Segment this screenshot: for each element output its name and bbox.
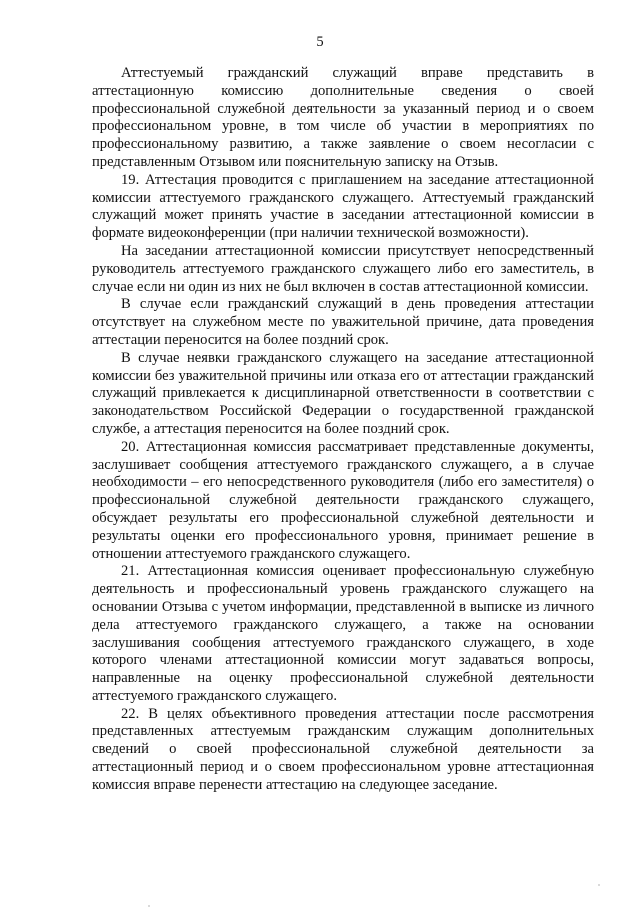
paragraph-additional-info: Аттестуемый гражданский служащий вправе представить в аттестационную комиссию дополнительные сведения о своей профессиональной служебной деятельности за указанный период и о своем профессиональном уровне, в том числе об участии в мероприятиях по профессиональному развитию, а также заявление о своем несогласии с представленным Отзывом или пояснительную записку на Отзыв. xyxy=(92,65,594,170)
document-body xyxy=(92,65,594,795)
paragraph-no-show: В случае неявки гражданского служащего на заседание аттестационной комиссии без уважительной причины или отказа его от аттестации гражданский служащий привлекается к дисциплинарной ответственности в соответствии с законодательством Российской Федерации о государственной гражданской службе, а аттестация переносится на более поздний срок. xyxy=(92,349,594,437)
paragraph-21: 21. Аттестационная комиссия оценивает профессиональную служебную деятельность и профессиональный уровень гражданского служащего на основании Отзыва с учетом информации, представленной в выписке из личного дела аттестуемого гражданского служащего, а также на основании заслушивания сообщения аттестуемого гражданского служащего, в ходе которого членами аттестационной комиссии могут задаваться вопросы, направленные на оценку профессиональной служебной деятельности аттестуемого гражданского служащего. xyxy=(92,563,594,704)
paragraph-absence-valid-reason: В случае если гражданский служащий в день проведения аттестации отсутствует на служебном месте по уважительной причине, дата проведения аттестации переносится на более поздний срок. xyxy=(92,296,594,348)
paragraph-supervisor-presence: На заседании аттестационной комиссии присутствует непосредственный руководитель аттестуемого гражданского служащего либо его заместитель, в случае если ни один из них не был включен в состав аттестационной комиссии. xyxy=(92,242,594,295)
page-number: 5 xyxy=(316,34,324,50)
paragraph-20: 20. Аттестационная комиссия рассматривает представленные документы, заслушивает сообщения аттестуемого гражданского служащего, а в случае необходимости – его непосредственного руководителя (либо его заместителя) о профессиональной служебной деятельности гражданского служащего, обсуждает результаты его профессиональной служебной деятельности и результаты оценки его профессионального уровня, принимает решение в отношении аттестуемого гражданского служащего. xyxy=(92,438,594,562)
paragraph-19: 19. Аттестация проводится с приглашением на заседание аттестационной комиссии аттестуемого гражданского служащего. Аттестуемый гражданский служащий может принять участие в заседании аттестационной комиссии в формате видеоконференции (при наличии технической возможности). xyxy=(92,171,594,242)
paragraph-22: 22. В целях объективного проведения аттестации после рассмотрения представленных аттестуемым гражданским служащим дополнительных сведений о своей профессиональной служебной деятельности за аттестационный период и о своем профессиональном уровне аттестационная комиссия вправе перенести аттестацию на следующее заседание. xyxy=(92,705,594,793)
scan-artifact xyxy=(598,884,600,886)
scan-artifact xyxy=(148,905,150,907)
